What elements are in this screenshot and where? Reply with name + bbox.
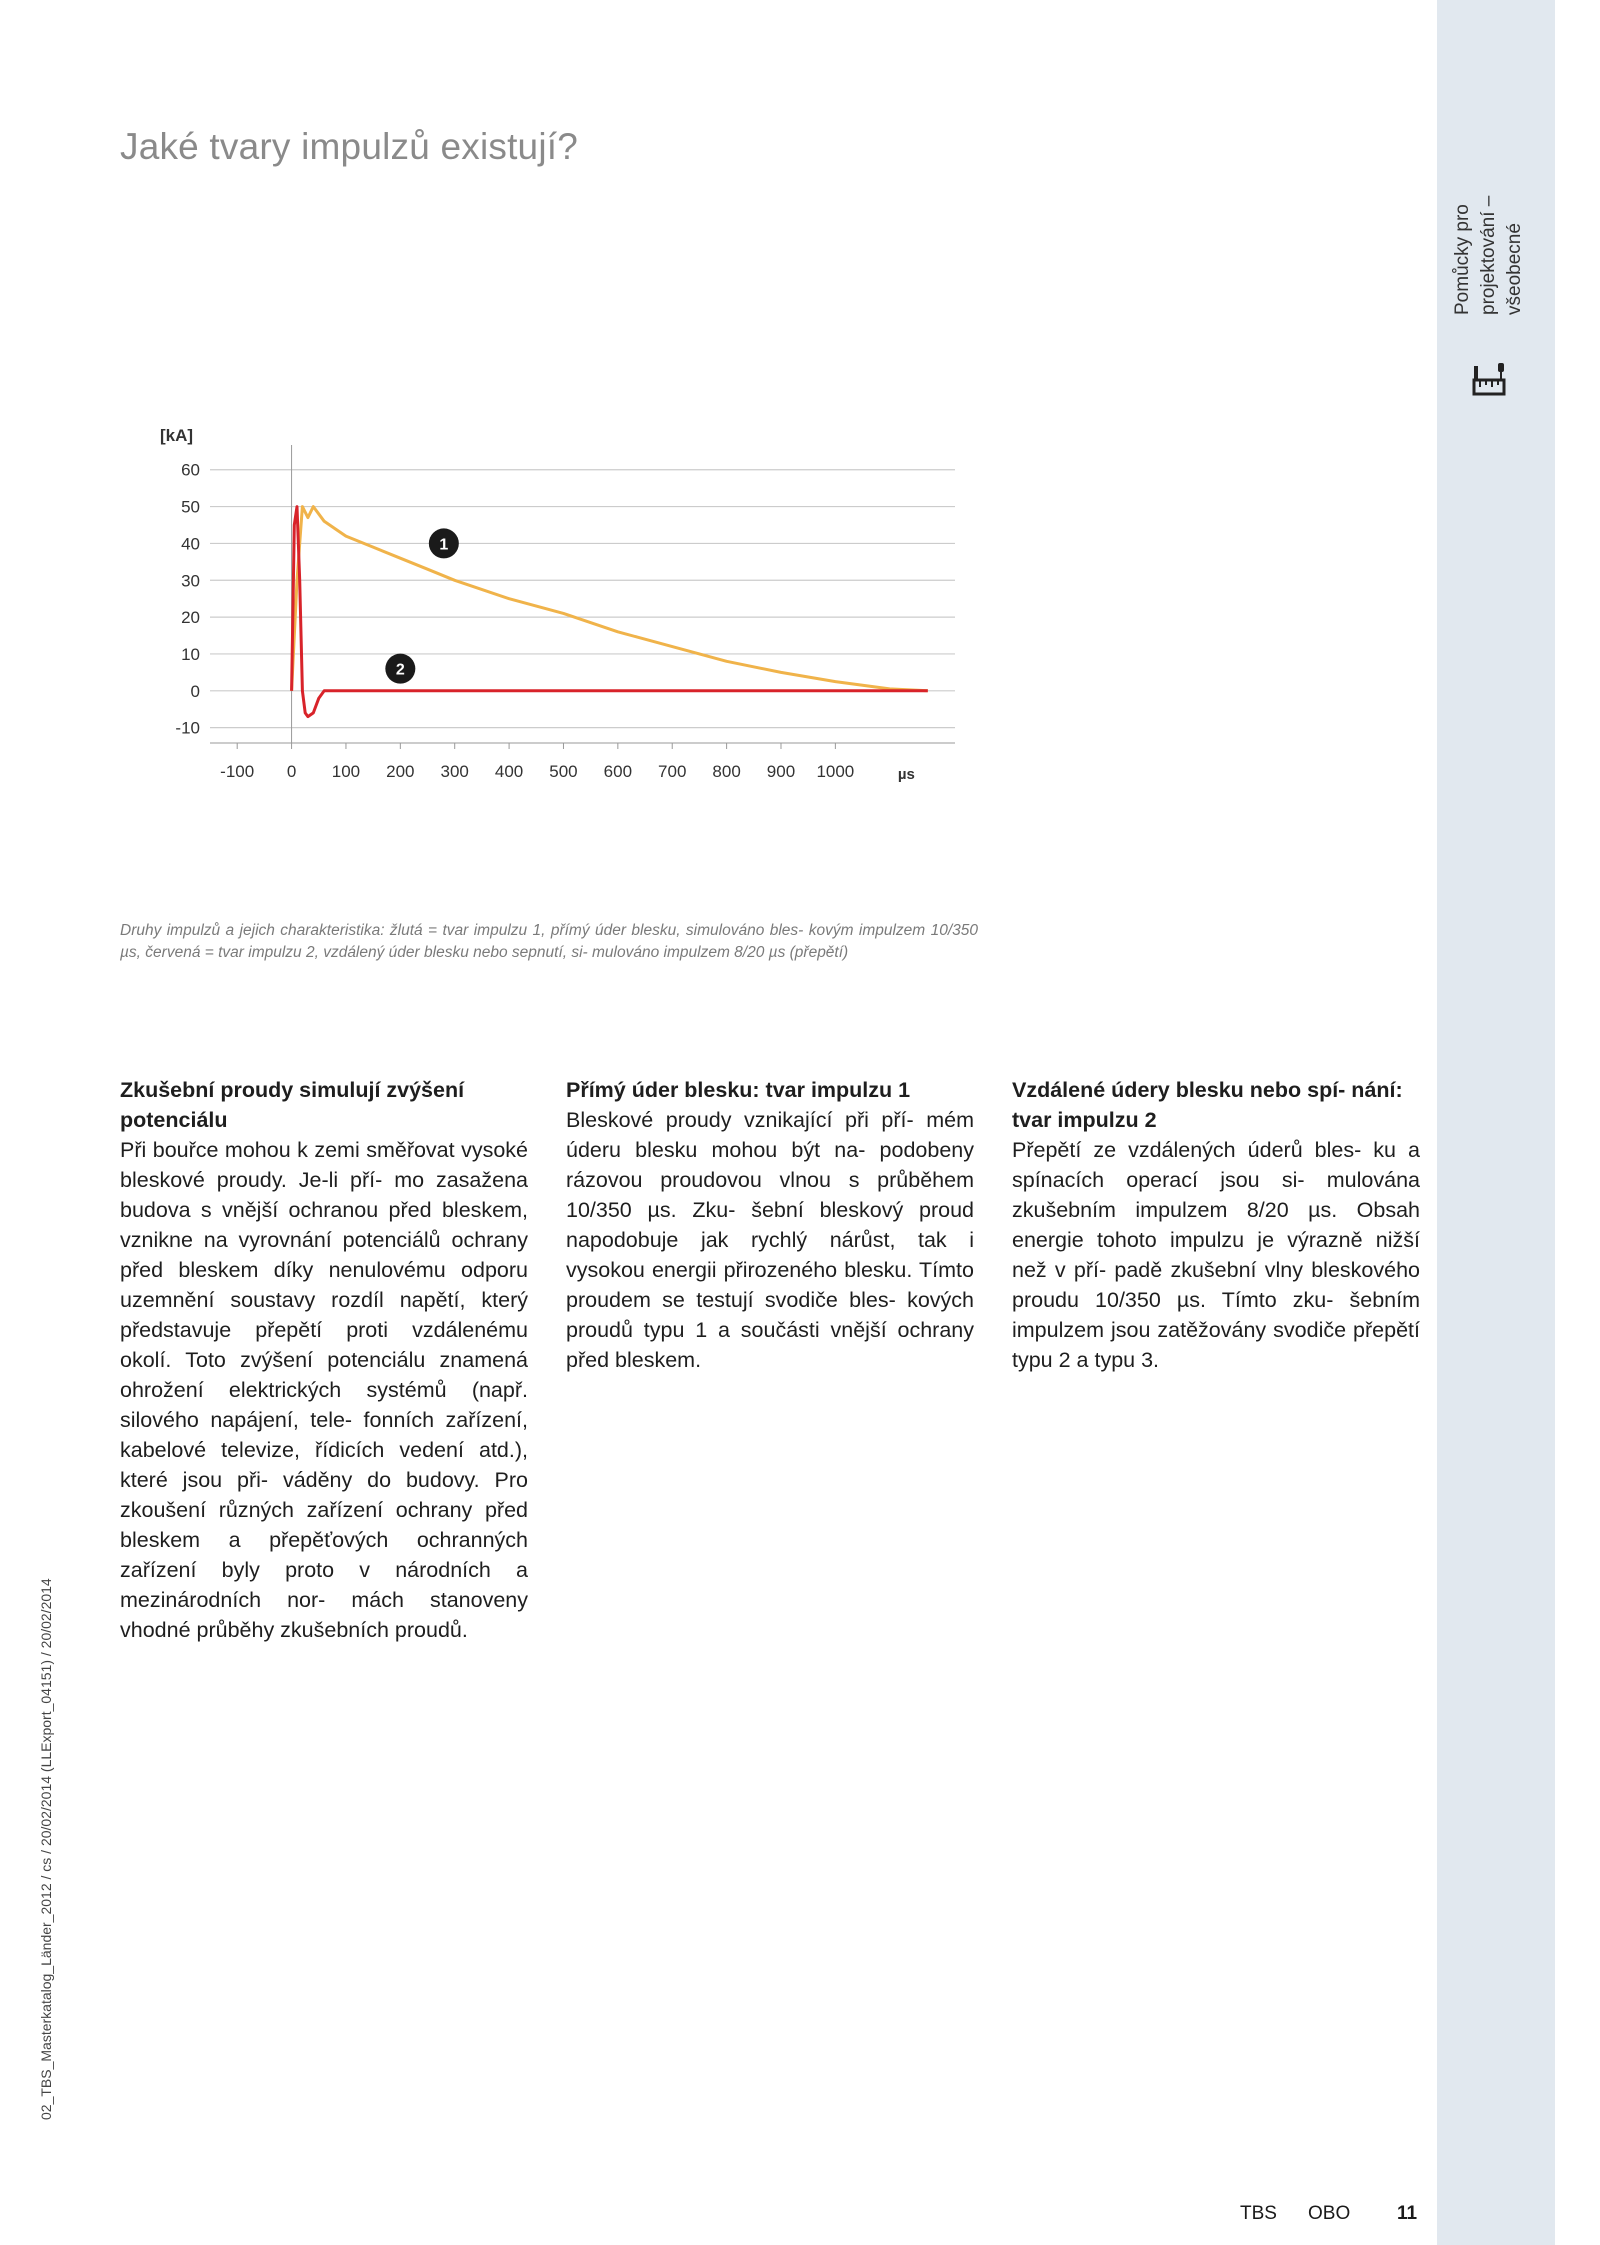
x-tick-label: 0 — [286, 762, 297, 781]
page-title: Jaké tvary impulzů existují? — [120, 126, 579, 167]
column-body: Přepětí ze vzdálených úderů bles- ku a spínacích operací jsou si- mulována zkušebním impulzem 8/20 µs. Obsah energie tohoto impulzu je výrazně nižší než v pří- padě zkušební vlny bleskového proudu 10/350 µs. Tímto zku- šebním impulzem jsou zatěžovány svodiče přepětí typu 2 a typu 3. — [1012, 1138, 1420, 1372]
x-tick-label: 200 — [386, 762, 415, 781]
column-direct-strike — [566, 1075, 974, 1375]
column-heading: Vzdálené údery blesku nebo spí- nání: tvar impulzu 2 — [1012, 1078, 1403, 1132]
column-test-currents — [120, 1075, 528, 1645]
x-tick-label: 1000 — [816, 762, 855, 781]
x-tick-label: 800 — [712, 762, 741, 781]
section-label — [1450, 165, 1542, 315]
y-tick-label: 20 — [181, 608, 200, 628]
section-label-line-2: projektování – — [1478, 195, 1499, 315]
chart-caption: Druhy impulzů a jejich charakteristika: žlutá = tvar impulzu 1, přímý úder blesku, simulováno bles- kovým impulzem 10/350 µs, červená = tvar impulzu 2, vzdálený úder blesku nebo sepnutí, si- mulováno impulzem 8/20 µs (přepětí) — [120, 922, 978, 961]
column-heading: Zkušební proudy simulují zvýšení potenciálu — [120, 1078, 465, 1132]
footer-brand-tbs: TBS — [1240, 2203, 1277, 2224]
document-reference: 02_TBS_Masterkatalog_Länder_2012 / cs / 20/02/2014 (LLExport_04151) / 20/02/2014 — [38, 1578, 54, 2120]
y-tick-label: 60 — [181, 460, 200, 480]
column-body: Při bouřce mohou k zemi směřovat vysoké bleskové proudy. Je-li pří- mo zasažena budova s vnější ochranou před bleskem, vznikne na vyrovnání potenciálů ochrany před bleskem díky nenulovému odporu uzemnění soustavy rozdíl napětí, který představuje přepětí proti vzdálenému okolí. Toto zvýšení potenciálu znamená ohrožení elektrických systémů (např. silového napájení, tele- fonních zařízení, kabelové televize, řídicích vedení atd.), které jsou při- váděny do budovy. Pro zkoušení různých zařízení ochrany před bleskem a přepěťových ochranných zařízení byly proto v národních a mezinárodních nor- mách stanoveny vhodné průběhy zkušebních proudů. — [120, 1138, 528, 1642]
y-tick-label: 40 — [181, 534, 200, 554]
series-marker-label: 1 — [439, 536, 449, 554]
footer-brand-obo: OBO — [1308, 2203, 1351, 2224]
y-axis-label: [kA] — [160, 426, 194, 445]
x-tick-label: 700 — [658, 762, 687, 781]
section-label-line-1: Pomůcky pro — [1452, 204, 1473, 315]
x-tick-label: 100 — [331, 762, 361, 781]
x-tick-label: 300 — [440, 762, 469, 781]
series-line-2 — [292, 507, 928, 717]
section-label-line-3: všeobecné — [1504, 223, 1525, 315]
y-tick-label: 50 — [181, 497, 200, 517]
page-number: 11 — [1397, 2203, 1418, 2224]
column-remote-strike — [1012, 1075, 1420, 1375]
ruler-screwdriver-icon — [1470, 360, 1510, 400]
x-tick-label: 400 — [494, 762, 524, 781]
section-label-text — [1450, 165, 1528, 315]
column-heading: Přímý úder blesku: tvar impulzu 1 — [566, 1078, 911, 1102]
y-tick-label: 30 — [181, 571, 200, 591]
x-tick-label: -100 — [220, 762, 255, 781]
column-body: Bleskové proudy vznikající při pří- mém úderu blesku mohou být na- podobeny rázovou proudovou vlnou s průběhem 10/350 µs. Zku- šební bleskový proud napodobuje jak rychlý nárůst, tak i vysokou energii přirozeného blesku. Tímto proudem se testují svodiče bles- kových proudů typu 1 a součásti vnější ochrany před bleskem. — [566, 1108, 974, 1372]
x-tick-label: 900 — [766, 762, 796, 781]
y-tick-label: 10 — [181, 644, 200, 664]
side-band — [1437, 0, 1555, 2245]
y-tick-label: -10 — [175, 718, 200, 738]
x-tick-label: 600 — [603, 762, 633, 781]
x-tick-label: 500 — [549, 762, 578, 781]
series-marker-label: 2 — [395, 661, 405, 679]
impulse-chart — [150, 415, 980, 795]
y-tick-label: 0 — [190, 681, 200, 701]
x-axis-unit: µs — [897, 766, 915, 783]
